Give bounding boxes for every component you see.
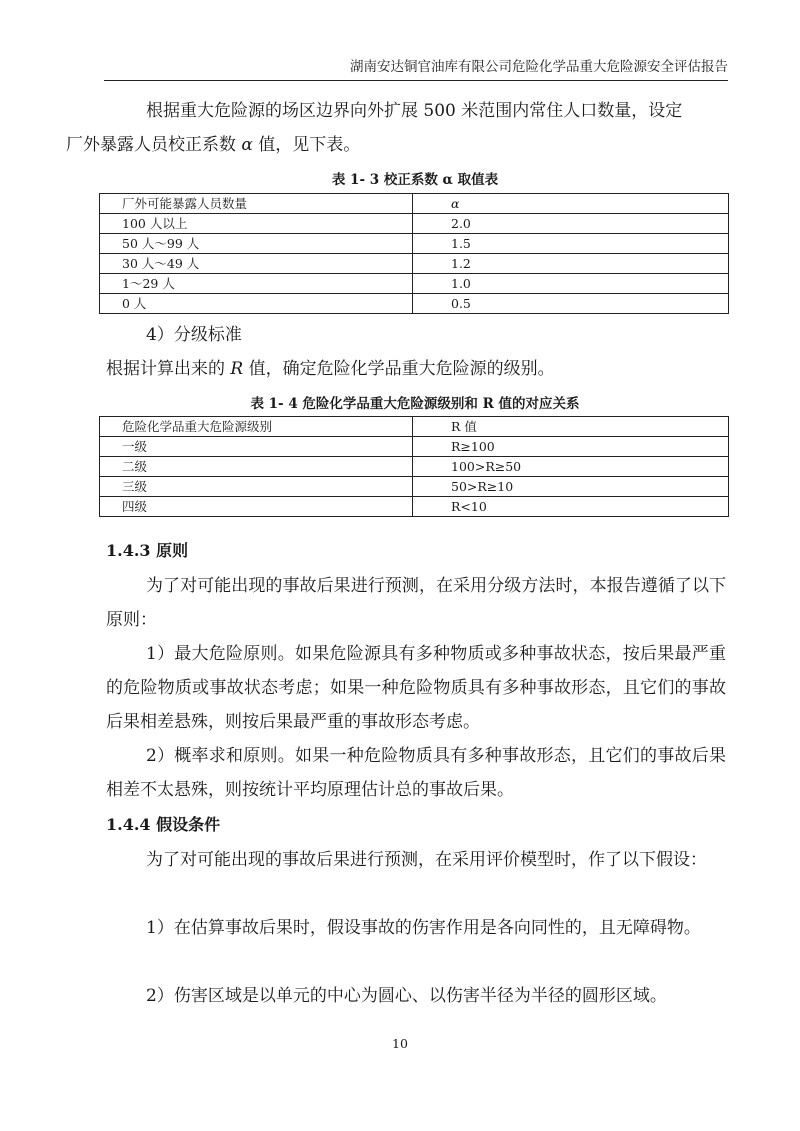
table-row bbox=[100, 274, 729, 294]
alpha-table bbox=[99, 193, 729, 314]
table-cell: R<10 bbox=[413, 497, 729, 517]
section143-paragraph-1: 为了对可能出现的事故后果进行预测，在采用分级方法时，本报告遵循了以下原则： bbox=[106, 576, 726, 630]
grade-table bbox=[99, 416, 729, 517]
table-cell: 50 人～99 人 bbox=[100, 234, 413, 254]
section144-paragraph-1: 为了对可能出现的事故后果进行预测，在采用评价模型时，作了以下假设： bbox=[146, 850, 707, 870]
table-header-row bbox=[100, 194, 729, 214]
table13-caption: 表 1- 3 校正系数 α 取值表 bbox=[331, 172, 499, 188]
table-cell: 100>R≥50 bbox=[413, 457, 729, 477]
table-cell: 四级 bbox=[100, 497, 413, 517]
table-row bbox=[100, 294, 729, 314]
intro-line2-pre: 厂外暴露人员校正系数 bbox=[66, 135, 242, 155]
section143-paragraph-2: 1）最大危险原则。如果危险源具有多种物质或多种事故状态，按后果最严重的危险物质或事故状态考虑；如果一种危险物质具有多种事故形态，且它们的事故后果相差悬殊，则按后果最严重的事故形态考虑。 bbox=[106, 644, 726, 732]
section-heading-144: 1.4.4 假设条件 bbox=[106, 815, 221, 834]
table-cell: 1～29 人 bbox=[100, 274, 413, 294]
table-header-cell: 危险化学品重大危险源级别 bbox=[100, 417, 413, 437]
table-row bbox=[100, 477, 729, 497]
table-header-cell: 厂外可能暴露人员数量 bbox=[100, 194, 413, 214]
grading-paragraph bbox=[106, 318, 726, 386]
table-row bbox=[100, 214, 729, 234]
section144-paragraph-2: 1）在估算事故后果时，假设事故的伤害作用是各向同性的，且无障碍物。 bbox=[146, 918, 701, 938]
table-cell: 一级 bbox=[100, 437, 413, 457]
grading-text-post: 值，确定危险化学品重大危险源的级别。 bbox=[243, 359, 555, 379]
table-cell: R≥100 bbox=[413, 437, 729, 457]
table-cell: 100 人以上 bbox=[100, 214, 413, 234]
table-cell: 50>R≥10 bbox=[413, 477, 729, 497]
table-cell: 2.0 bbox=[413, 214, 729, 234]
table-row bbox=[100, 437, 729, 457]
r-symbol: R bbox=[230, 359, 244, 379]
grading-title: 4）分级标准 bbox=[146, 325, 242, 345]
table-row bbox=[100, 497, 729, 517]
intro-paragraph bbox=[66, 94, 726, 162]
section143-paragraph-3: 2）概率求和原则。如果一种危险物质具有多种事故形态，且它们的事故后果相差不太悬殊，则按统计平均原理估计总的事故后果。 bbox=[106, 746, 726, 800]
page-header bbox=[104, 54, 728, 81]
table-cell: 0 人 bbox=[100, 294, 413, 314]
table-header-cell: α bbox=[413, 194, 729, 214]
table-row bbox=[100, 457, 729, 477]
table-cell: 三级 bbox=[100, 477, 413, 497]
table-row bbox=[100, 234, 729, 254]
header-title: 湖南安达铜官油库有限公司危险化学品重大危险源安全评估报告 bbox=[350, 59, 728, 75]
table-cell: 1.0 bbox=[413, 274, 729, 294]
grading-text-pre: 根据计算出来的 bbox=[106, 359, 231, 379]
table-row bbox=[100, 254, 729, 274]
section144-paragraph-3: 2）伤害区域是以单元的中心为圆心、以伤害半径为半径的圆形区域。 bbox=[146, 986, 667, 1006]
table-cell: 0.5 bbox=[413, 294, 729, 314]
table-header-row bbox=[100, 417, 729, 437]
page-number: 10 bbox=[392, 1036, 408, 1051]
alpha-symbol: α bbox=[241, 135, 253, 155]
table-cell: 二级 bbox=[100, 457, 413, 477]
table14-caption: 表 1- 4 危险化学品重大危险源级别和 R 值的对应关系 bbox=[250, 396, 580, 412]
intro-line1: 根据重大危险源的场区边界向外扩展 500 米范围内常住人口数量，设定 bbox=[146, 101, 683, 121]
table-cell: 1.2 bbox=[413, 254, 729, 274]
table-cell: 1.5 bbox=[413, 234, 729, 254]
table-cell: 30 人～49 人 bbox=[100, 254, 413, 274]
intro-line2-post: 值，见下表。 bbox=[252, 135, 361, 155]
section-heading-143: 1.4.3 原则 bbox=[106, 541, 189, 560]
table-header-cell: R 值 bbox=[413, 417, 729, 437]
